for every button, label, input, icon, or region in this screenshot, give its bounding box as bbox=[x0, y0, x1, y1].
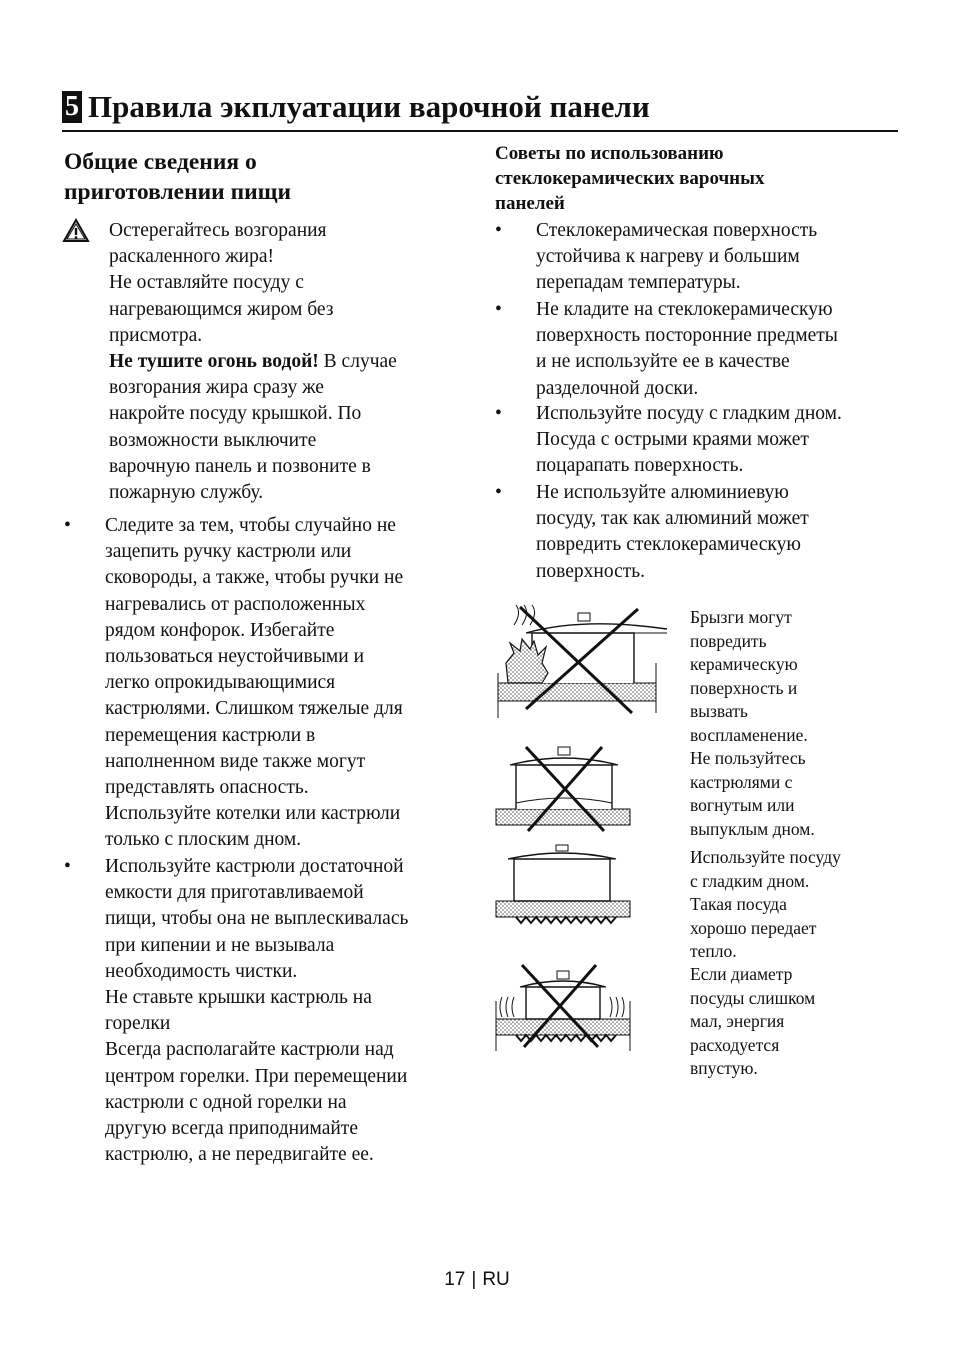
text-line: посуду, так как алюминий может bbox=[536, 508, 809, 530]
text-line: пищи, чтобы она не выплескивалась bbox=[105, 908, 409, 930]
text-line: устойчива к нагреву и большим bbox=[536, 246, 800, 268]
text-line: необходимость чистки. bbox=[105, 960, 298, 982]
small-pot-figure bbox=[496, 965, 630, 1051]
text-line: раскаленного жира! bbox=[109, 246, 275, 268]
text-line: возможности выключите bbox=[109, 429, 317, 451]
spill-fire-figure bbox=[498, 605, 667, 718]
bullet-symbol: • bbox=[495, 403, 502, 424]
list-item-text bbox=[536, 218, 916, 297]
text-line: Остерегайтесь возгорания bbox=[109, 220, 327, 241]
caption-line: мал, энергия bbox=[690, 1011, 785, 1032]
text-line: варочную панель и позвоните в bbox=[109, 455, 371, 477]
text-fragment: В случае bbox=[318, 351, 397, 373]
caption-line: вогнутым или bbox=[690, 795, 795, 816]
text-line: Всегда располагайте кастрюли над bbox=[105, 1039, 394, 1061]
caption-line: вызвать bbox=[690, 701, 748, 722]
text-line: легко опрокидывающимися bbox=[105, 672, 336, 694]
text-line: емкости для приготавливаемой bbox=[105, 882, 364, 904]
caption-line: тепло. bbox=[690, 941, 737, 962]
language-code: RU bbox=[482, 1269, 510, 1290]
caption-line: расходуется bbox=[690, 1034, 780, 1055]
chapter-title: Правила экплуатации варочной панели bbox=[88, 89, 650, 124]
list-item bbox=[495, 401, 915, 481]
text-line: возгорания жира сразу же bbox=[109, 377, 324, 399]
text-line: только с плоским дном. bbox=[105, 829, 302, 851]
left-section-heading bbox=[64, 147, 291, 207]
text-line: кастрюлю, а не передвигайте ее. bbox=[105, 1144, 374, 1166]
text-line: кастрюли с одной горелки на bbox=[105, 1091, 347, 1113]
uneven-bottom-figure bbox=[496, 747, 630, 831]
list-item-text bbox=[536, 297, 916, 402]
text-line: зацепить ручку кастрюли или bbox=[105, 541, 352, 563]
warning-icon bbox=[62, 218, 90, 248]
text-line: нагревающимся жиром без bbox=[109, 298, 334, 320]
list-item bbox=[495, 480, 915, 586]
list-item-text bbox=[536, 480, 916, 585]
text-line: Не кладите на стеклокерамическую bbox=[536, 299, 833, 320]
figure-caption bbox=[690, 963, 900, 1081]
caption-line: кастрюлями с bbox=[690, 771, 793, 792]
text-line: при кипении и не вызывала bbox=[105, 934, 335, 956]
bold-warning: Не тушите огонь водой! bbox=[109, 351, 319, 373]
caption-line: поверхность и bbox=[690, 677, 798, 698]
text-line: представлять опасность. bbox=[105, 777, 309, 799]
list-item-text bbox=[105, 513, 465, 854]
text-line: пожарную службу. bbox=[109, 482, 264, 504]
heading-line: Общие сведения о bbox=[64, 149, 257, 175]
figure-caption bbox=[690, 846, 900, 964]
text-line: накройте посуду крышкой. По bbox=[109, 403, 362, 425]
bullet-symbol: • bbox=[495, 220, 502, 241]
caption-line: повредить bbox=[690, 630, 767, 651]
text-line: кастрюлями. Слишком тяжелые для bbox=[105, 698, 403, 720]
caption-line: Такая посуда bbox=[690, 894, 787, 915]
list-item-text bbox=[105, 854, 465, 1168]
text-line: Посуда с острыми краями может bbox=[536, 429, 809, 451]
text-line: Не используйте алюминиевую bbox=[536, 482, 789, 503]
bullet-symbol: • bbox=[495, 299, 502, 320]
bullet-symbol: • bbox=[495, 482, 502, 503]
heading-line: панелей bbox=[495, 193, 565, 214]
page-number: 17 bbox=[444, 1269, 466, 1290]
text-line: Используйте кастрюли достаточной bbox=[105, 856, 404, 877]
text-line: поверхность посторонние предметы bbox=[536, 325, 838, 347]
caption-line: Используйте посуду bbox=[690, 847, 841, 867]
caption-line: воспламенение. bbox=[690, 724, 808, 745]
list-item bbox=[495, 297, 915, 403]
heading-line: Советы по использованию bbox=[495, 143, 724, 164]
chapter-header bbox=[62, 88, 898, 132]
list-item bbox=[495, 218, 915, 298]
list-item bbox=[64, 854, 464, 1174]
text-line: пользоваться неустойчивыми и bbox=[105, 646, 365, 668]
caption-line: Если диаметр bbox=[690, 964, 793, 984]
list-item-text bbox=[536, 401, 916, 480]
caption-line: посуды слишком bbox=[690, 987, 816, 1008]
caption-line: впустую. bbox=[690, 1058, 758, 1079]
caption-line: керамическую bbox=[690, 654, 798, 675]
page-footer bbox=[0, 1268, 954, 1292]
right-section-heading bbox=[495, 141, 895, 216]
chapter-number: 5 bbox=[62, 91, 82, 123]
caption-line: с гладким дном. bbox=[690, 870, 810, 891]
warning-text bbox=[109, 218, 469, 506]
cookware-illustrations bbox=[492, 603, 677, 1088]
bullet-symbol: • bbox=[64, 515, 71, 536]
bullet-symbol: • bbox=[64, 856, 71, 877]
list-item bbox=[64, 513, 464, 858]
text-line: перемещения кастрюли в bbox=[105, 724, 316, 746]
text-line: поцарапать поверхность. bbox=[536, 455, 744, 477]
caption-line: Не пользуйтесь bbox=[690, 748, 806, 768]
heading-line: приготовлении пищи bbox=[64, 179, 292, 205]
text-line: перепадам температуры. bbox=[536, 272, 741, 294]
text-line: сковороды, а также, чтобы ручки не bbox=[105, 567, 404, 589]
text-line: Используйте котелки или кастрюли bbox=[105, 803, 401, 825]
flat-bottom-figure bbox=[496, 845, 630, 923]
text-line: рядом конфорок. Избегайте bbox=[105, 619, 335, 641]
heading-line: стеклокерамических варочных bbox=[495, 168, 765, 189]
caption-line: выпуклым дном. bbox=[690, 818, 815, 839]
text-line: повредить стеклокерамическую bbox=[536, 534, 801, 556]
footer-separator: | bbox=[471, 1269, 477, 1290]
caption-line: хорошо передает bbox=[690, 917, 817, 938]
text-line: Стеклокерамическая поверхность bbox=[536, 220, 818, 241]
figure-caption bbox=[690, 606, 900, 748]
caption-line: Брызги могут bbox=[690, 607, 792, 627]
figure-caption bbox=[690, 747, 900, 841]
text-line: другую всегда приподнимайте bbox=[105, 1118, 358, 1140]
text-line: Не оставляйте посуду с bbox=[109, 272, 304, 294]
text-line: горелки bbox=[105, 1013, 171, 1035]
text-line: нагревались от расположенных bbox=[105, 593, 366, 615]
text-line: наполненном виде также могут bbox=[105, 750, 366, 772]
text-line: присмотра. bbox=[109, 324, 203, 346]
text-line bbox=[109, 349, 469, 375]
text-line: Используйте посуду с гладким дном. bbox=[536, 403, 842, 424]
text-line: Не ставьте крышки кастрюль на bbox=[105, 987, 372, 1009]
text-line: центром горелки. При перемещении bbox=[105, 1065, 408, 1087]
text-line: поверхность. bbox=[536, 560, 646, 582]
text-line: Следите за тем, чтобы случайно не bbox=[105, 515, 396, 536]
text-line: и не используйте ее в качестве bbox=[536, 351, 790, 373]
text-line: разделочной доски. bbox=[536, 377, 699, 399]
